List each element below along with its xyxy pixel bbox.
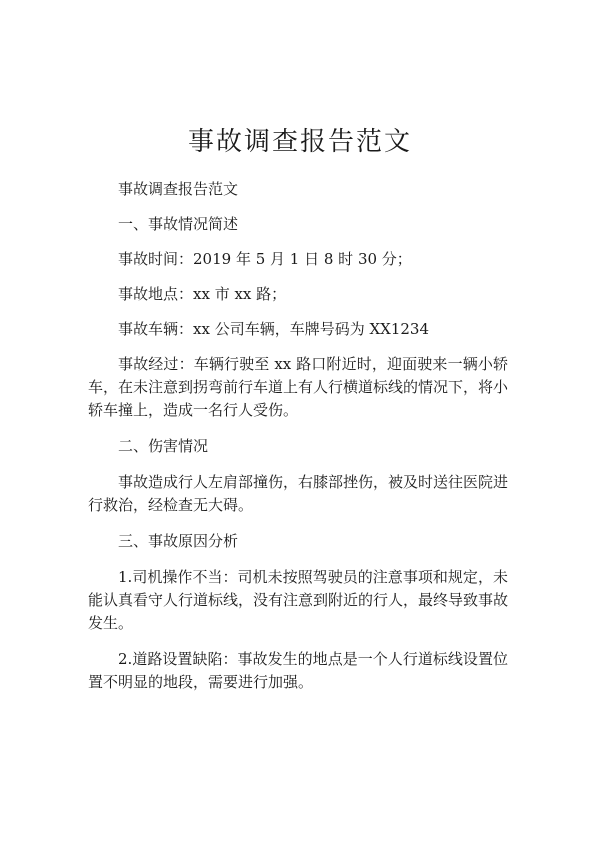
injury-description: 事故造成行人左肩部撞伤，右膝部挫伤，被及时送往医院进行救治，经检查无大碍。: [88, 473, 509, 514]
accident-process: 事故经过：车辆行驶至 xx 路口附近时，迎面驶来一辆小轿车，在未注意到拐弯前行车道上有人行横道标线的情况下，将小轿车撞上，造成一名行人受伤。: [88, 355, 509, 419]
accident-time: 事故时间：2019 年 5 月 1 日 8 时 30 分；: [118, 250, 412, 268]
cause-driver: 1.司机操作不当：司机未按照驾驶员的注意事项和规定，未能认真看守人行道标线，没有注意到附近的行人，最终导致事故发生。: [88, 568, 509, 632]
document-body: [88, 178, 508, 694]
section-heading-overview: 一、事故情况简述: [118, 215, 239, 233]
section-heading-injury: 二、伤害情况: [118, 437, 209, 455]
cause-road: 2.道路设置缺陷：事故发生的地点是一个人行道标线设置位置不明显的地段，需要进行加强。: [88, 650, 508, 691]
accident-vehicle: 事故车辆：xx 公司车辆，车牌号码为 XX1234: [118, 320, 429, 338]
section-heading-cause: 三、事故原因分析: [118, 532, 239, 550]
document-title: 事故调查报告范文: [187, 127, 412, 157]
subtitle-paragraph: 事故调查报告范文: [118, 180, 239, 198]
accident-location: 事故地点：xx 市 xx 路；: [118, 285, 287, 303]
